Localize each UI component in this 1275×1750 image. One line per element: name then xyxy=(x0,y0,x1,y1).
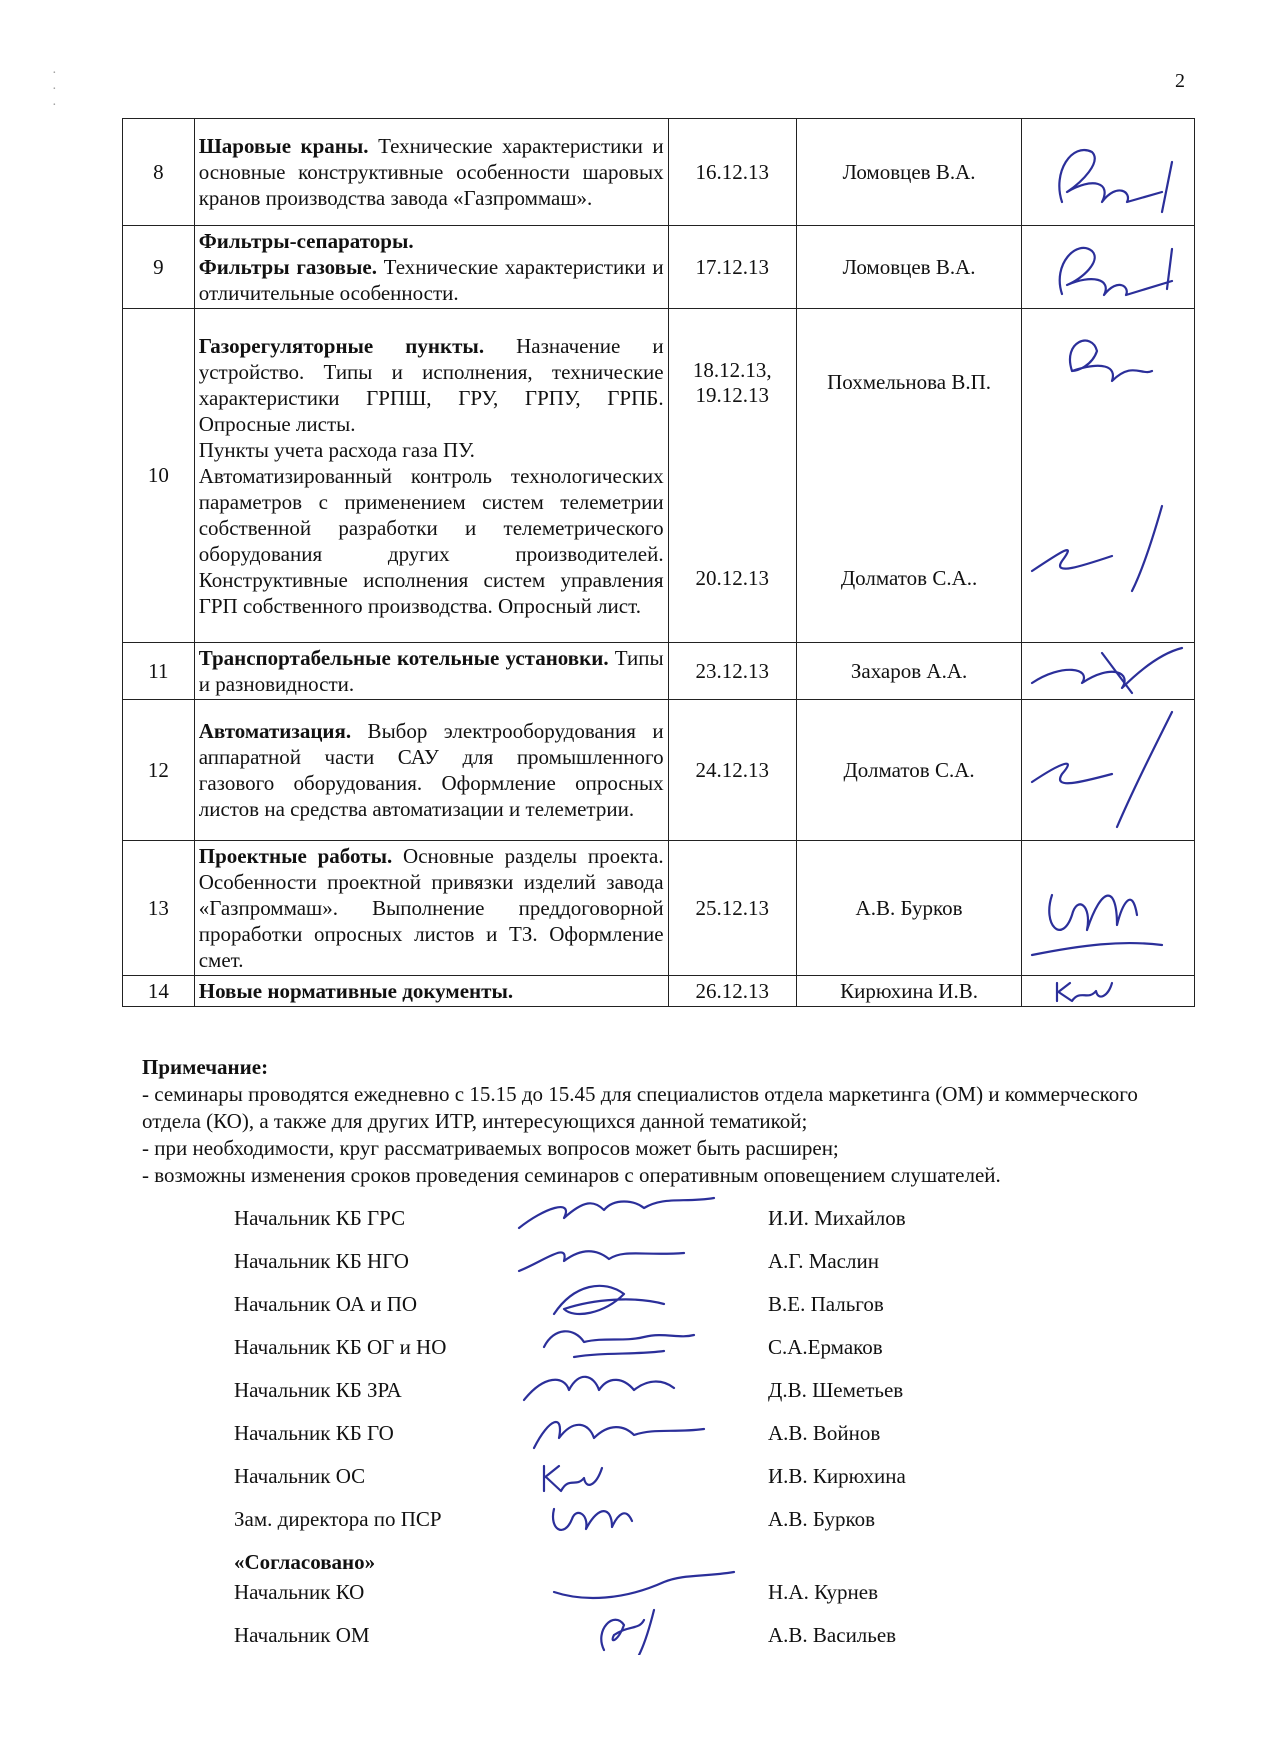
note-line: - возможны изменения сроков проведения семинаров с оперативным оповещением слушателей. xyxy=(142,1163,1001,1187)
topic-cell xyxy=(194,976,668,1007)
topic-cell xyxy=(194,119,668,226)
row-number: 8 xyxy=(123,119,195,226)
table-row xyxy=(123,226,1195,309)
signatory-row xyxy=(234,1623,1134,1666)
handwritten-signature xyxy=(1022,122,1192,222)
signature-cell xyxy=(1022,226,1195,309)
topic-lead: Проектные работы. xyxy=(198,844,393,868)
lecturer-first: Похмельнова В.П. xyxy=(827,370,992,394)
date-first: 18.12.13, 19.12.13 xyxy=(692,357,772,407)
lecturer-cell: А.В. Бурков xyxy=(796,841,1021,976)
handwritten-signature xyxy=(1022,643,1192,699)
row-number: 13 xyxy=(123,841,195,976)
topic-text: Назначение и устройство. Типы и исполнения, технические характеристики ГРПШ, ГРУ, ГРПУ, ГРПБ. Опросные листы. xyxy=(198,333,664,436)
row-number: 11 xyxy=(123,643,195,700)
signatory-position: Начальник КБ ГО xyxy=(234,1421,394,1445)
signatory-name: Д.В. Шеметьев xyxy=(768,1378,904,1402)
signatory-position: Начальник КБ НГО xyxy=(234,1249,409,1273)
topic-lead: Фильтры-сепараторы. xyxy=(198,229,414,253)
topic-text: Выбор электрооборудования и аппаратной части САУ для промышленного газового оборудования. Оформление опросных листов на средства автоматизации и телеметрии. xyxy=(198,719,664,821)
date-cell: 23.12.13 xyxy=(668,643,796,700)
handwritten-signature xyxy=(1022,702,1192,838)
topic-text: Технические характеристики и отличительные особенности. xyxy=(198,255,664,305)
signature-cell xyxy=(1022,643,1195,700)
lecturer-cell: Кирюхина И.В. xyxy=(796,976,1021,1007)
signatories-block xyxy=(234,1206,1134,1666)
topic-cell xyxy=(194,841,668,976)
date-cell: 17.12.13 xyxy=(668,226,796,309)
note-section xyxy=(142,1054,1192,1189)
topic-text: Основные разделы проекта. Особенности проектной привязки изделий завода «Газпроммаш». Выполнение преддоговорной проработки опросных листов и ТЗ. Оформление смет. xyxy=(198,844,664,972)
signatory-position: Начальник ОА и ПО xyxy=(234,1292,418,1316)
signatory-name: А.Г. Маслин xyxy=(768,1249,879,1273)
handwritten-signatures xyxy=(1022,311,1192,641)
handwritten-signature xyxy=(1022,229,1192,305)
signatory-position: Начальник ОМ xyxy=(234,1623,370,1647)
signatory-name: А.В. Войнов xyxy=(768,1421,881,1445)
topic-cell xyxy=(194,643,668,700)
signatory-name: И.И. Михайлов xyxy=(768,1206,906,1230)
date-cell: 16.12.13 xyxy=(668,119,796,226)
seminar-schedule-table xyxy=(122,118,1195,1007)
handwritten-signature xyxy=(514,1489,744,1539)
signatory-position: Начальник КО xyxy=(234,1580,365,1604)
topic-lead-second: Фильтры газовые. xyxy=(198,255,377,279)
table-row xyxy=(123,976,1195,1007)
signatory-name: А.В. Васильев xyxy=(768,1623,897,1647)
row-number: 14 xyxy=(123,976,195,1007)
note-line: - при необходимости, круг рассматриваемых вопросов может быть расширен; xyxy=(142,1136,839,1160)
topic-lead: Газорегуляторные пункты. xyxy=(198,333,485,358)
signatory-name: В.Е. Пальгов xyxy=(768,1292,884,1316)
topic-text: Технические характеристики и основные конструктивные особенности шаровых кранов производства завода «Газпроммаш». xyxy=(198,134,664,210)
topic-cell xyxy=(194,226,668,309)
agreed-label: «Согласовано» xyxy=(234,1550,376,1574)
signature-cell xyxy=(1022,976,1195,1007)
table-row xyxy=(123,309,1195,643)
topic-text: Типы и разновидности. xyxy=(198,646,664,696)
topic-text-third: Автоматизированный контроль технологических параметров с применением систем телеметрии собственной разработки и телеметрического оборудования других производителей. Конструктивные исполнения систем управления ГРП собственного производства. Опросный лист. xyxy=(198,463,664,618)
topic-cell xyxy=(194,309,668,643)
topic-cell xyxy=(194,700,668,841)
signatory-row xyxy=(234,1507,1134,1550)
signature-cell xyxy=(1022,119,1195,226)
signatory-name: С.А.Ермаков xyxy=(768,1335,883,1359)
date-cell: 25.12.13 xyxy=(668,841,796,976)
note-line: - семинары проводятся ежедневно с 15.15 до 15.45 для специалистов отдела маркетинга (ОМ) и коммерческого отдела (КО), а также для других ИТР, интересующихся данной тематикой; xyxy=(142,1082,1138,1133)
lecturer-cell: Ломовцев В.А. xyxy=(796,226,1021,309)
row-number: 12 xyxy=(123,700,195,841)
row-number: 10 xyxy=(123,309,195,643)
table-row xyxy=(123,643,1195,700)
lecturer-cell: Захаров А.А. xyxy=(796,643,1021,700)
topic-lead: Шаровые краны. xyxy=(198,134,369,158)
signatory-name: И.В. Кирюхина xyxy=(768,1464,906,1488)
note-title: Примечание: xyxy=(142,1055,269,1079)
signatory-position: Начальник КБ ОГ и НО xyxy=(234,1335,447,1359)
topic-text-second: Пункты учета расхода газа ПУ. xyxy=(198,437,475,462)
lecturer-cell: Ломовцев В.А. xyxy=(796,119,1021,226)
table-row xyxy=(123,119,1195,226)
signatory-name: А.В. Бурков xyxy=(768,1507,876,1531)
scan-margin-marks: · · · xyxy=(52,66,59,113)
topic-lead: Транспортабельные котельные установки. xyxy=(198,646,609,670)
row-number: 9 xyxy=(123,226,195,309)
date-second: 20.12.13 xyxy=(695,566,769,590)
handwritten-signature xyxy=(1022,845,1192,971)
date-cell: 24.12.13 xyxy=(668,700,796,841)
lecturer-cell: Долматов С.А. xyxy=(796,700,1021,841)
table-row xyxy=(123,700,1195,841)
signatory-position: Начальник КБ ГРС xyxy=(234,1206,406,1230)
signature-cell xyxy=(1022,309,1195,643)
lecturer-cell xyxy=(796,309,1021,643)
handwritten-signature xyxy=(514,1605,744,1655)
topic-lead: Новые нормативные документы. xyxy=(198,979,514,1003)
signature-cell xyxy=(1022,700,1195,841)
table-row xyxy=(123,841,1195,976)
signatory-position: Начальник КБ ЗРА xyxy=(234,1378,402,1402)
topic-lead: Автоматизация. xyxy=(198,719,352,743)
handwritten-signature xyxy=(1022,979,1192,1003)
date-cell: 26.12.13 xyxy=(668,976,796,1007)
signatory-position: Начальник ОС xyxy=(234,1464,366,1488)
signatory-name: Н.А. Курнев xyxy=(768,1580,878,1604)
signature-cell xyxy=(1022,841,1195,976)
page-number: 2 xyxy=(1175,70,1185,92)
lecturer-second: Долматов С.А.. xyxy=(840,566,978,590)
signatory-position: Зам. директора по ПСР xyxy=(234,1507,442,1531)
date-cell xyxy=(668,309,796,643)
